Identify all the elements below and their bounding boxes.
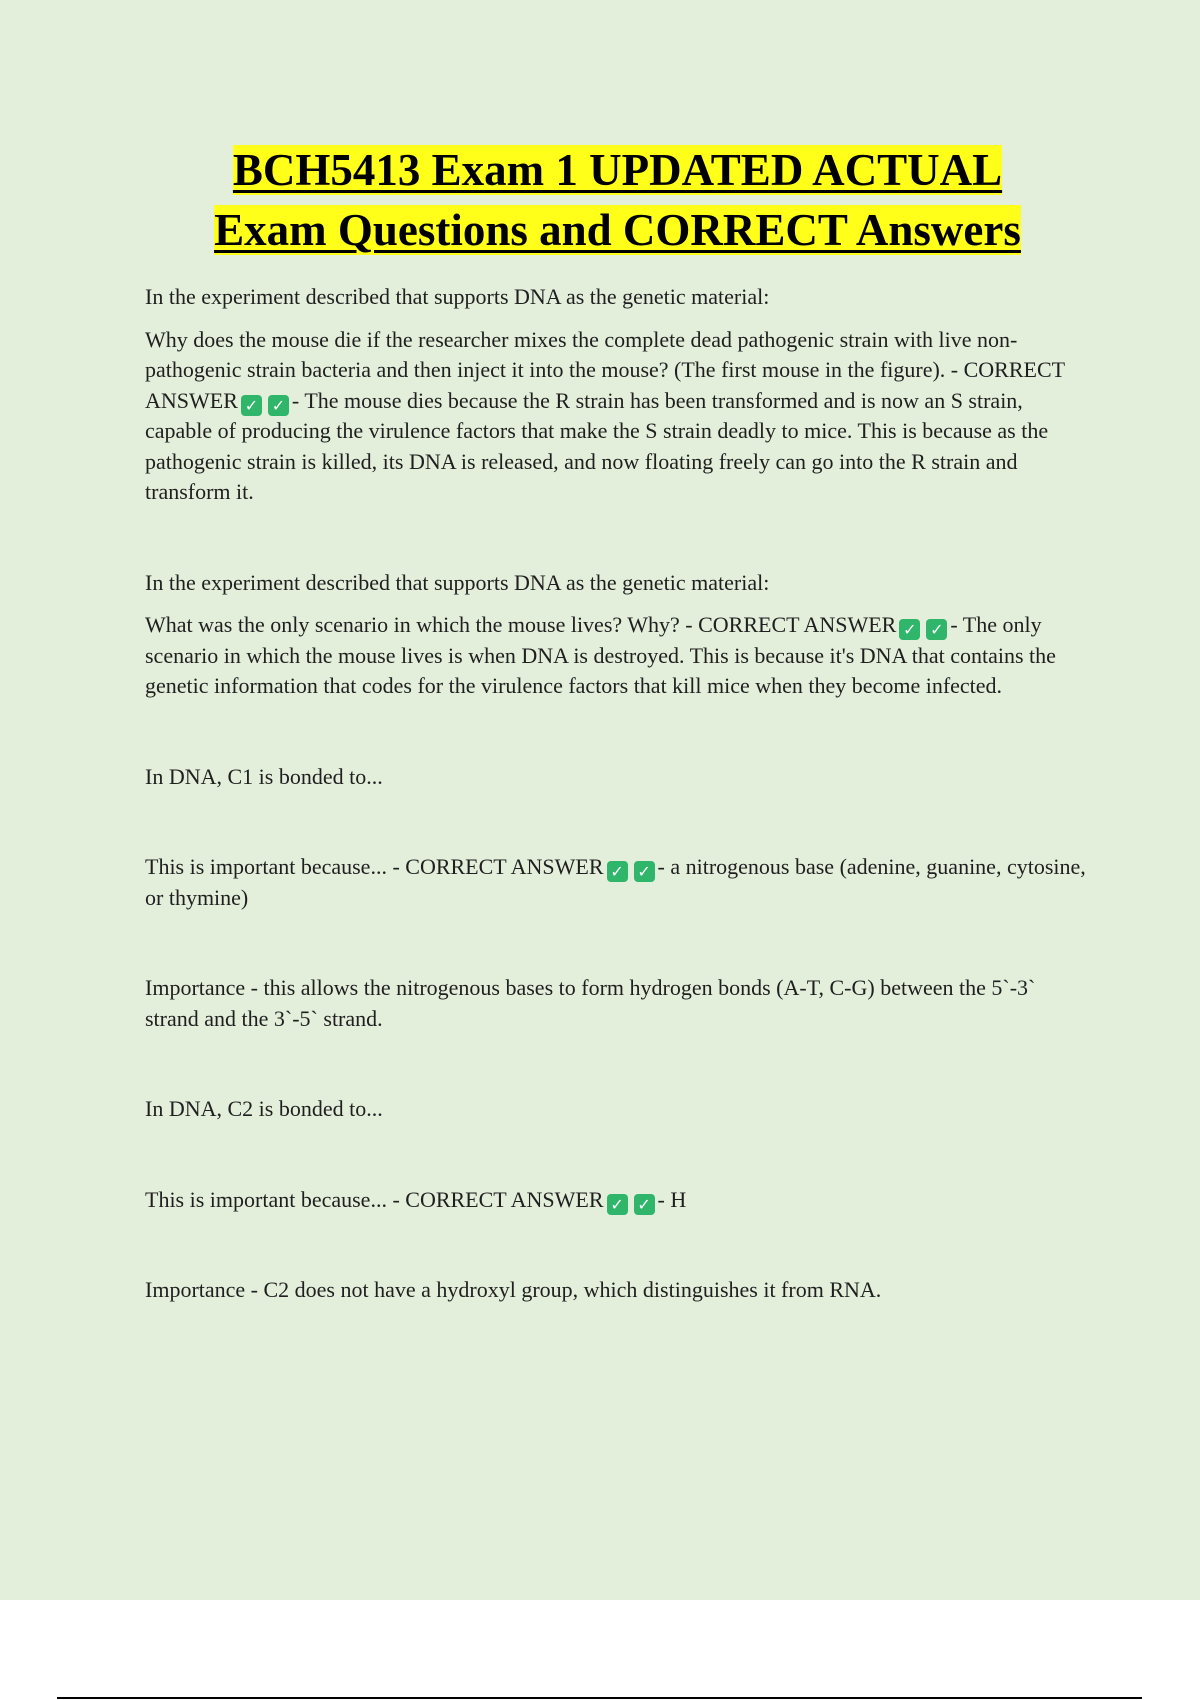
qa-4-context: In DNA, C2 is bonded to... [145, 1096, 383, 1121]
qa-1-block [145, 325, 1090, 508]
qa-2-question: What was the only scenario in which the mouse lives? Why? - CORRECT ANSWER [145, 612, 897, 637]
title-line-1: BCH5413 Exam 1 UPDATED ACTUAL [232, 145, 1003, 195]
check-icon: ✓ [899, 619, 920, 640]
qa-2-block [145, 610, 1090, 702]
check-icon: ✓ [268, 395, 289, 416]
check-icon: ✓ [241, 395, 262, 416]
check-icon: ✓ [607, 1194, 628, 1215]
qa-3-question: This is important because... - CORRECT ANSWER [145, 854, 604, 879]
qa-1-context: In the experiment described that supports DNA as the genetic material: [145, 284, 770, 309]
qa-3-context: In DNA, C1 is bonded to... [145, 763, 383, 789]
qa-3-note: Importance - this allows the nitrogenous bases to form hydrogen bonds (A-T, C-G) between the 5`-3` strand and the 3`-5` strand. [145, 975, 1036, 1031]
document-body [145, 140, 1090, 1306]
check-icon: ✓ [634, 1194, 655, 1215]
title-line-2: Exam Questions and CORRECT Answers [214, 205, 1021, 255]
qa-3-answer: - a nitrogenous base (adenine, guanine, cytosine, or thymine) [145, 854, 1086, 910]
qa-4-answer: - H [657, 1186, 687, 1212]
page-title [145, 140, 1090, 260]
qa-4-block [145, 1185, 1090, 1216]
qa-1-question: Why does the mouse die if the researcher mixes the complete dead pathogenic strain with live non-pathogenic strain bacteria and then inject it into the mouse? (The first mouse in the figure). - CORRECT ANSWER [145, 326, 1065, 413]
check-icon: ✓ [607, 861, 628, 882]
qa-2-answer: - The only scenario in which the mouse lives is when DNA is destroyed. This is because it's DNA that contains the genetic information that codes for the virulence factors that kill mice when they become infected. [145, 612, 1056, 698]
qa-2-context: In the experiment described that supports DNA as the genetic material: [145, 569, 770, 595]
check-icon: ✓ [634, 861, 655, 882]
qa-1-answer: - The mouse dies because the R strain has been transformed and is now an S strain, capable of producing the virulence factors that make the S strain deadly to mice. This is because as the pathogenic strain is killed, its DNA is released, and now floating freely can go into the R strain and transform it. [145, 387, 1049, 504]
qa-4-question: This is important because... - CORRECT ANSWER [145, 1186, 604, 1212]
qa-3-block [145, 852, 1090, 913]
footer-divider [57, 1697, 1142, 1699]
qa-4-note: Importance - C2 does not have a hydroxyl group, which distinguishes it from RNA. [145, 1277, 882, 1302]
check-icon: ✓ [926, 619, 947, 640]
